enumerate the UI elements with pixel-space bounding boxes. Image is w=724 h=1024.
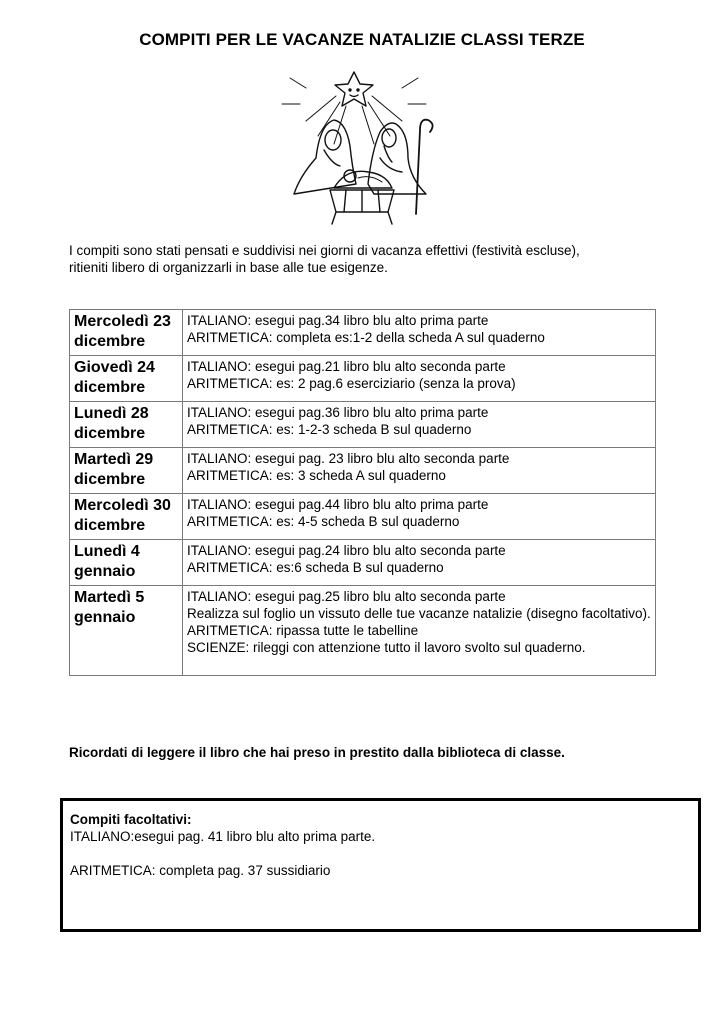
task-item: ARITMETICA: completa es:1-2 della scheda A sul quaderno	[187, 330, 545, 345]
task-item: ITALIANO: esegui pag.44 libro blu alto prima parte	[187, 497, 489, 512]
schedule-table	[69, 309, 656, 676]
table-row	[70, 448, 656, 494]
task-item: ARITMETICA: es:6 scheda B sul quaderno	[187, 560, 444, 575]
day-cell	[70, 448, 183, 494]
day-label: Giovedì 24	[74, 359, 155, 376]
table-row	[70, 494, 656, 540]
nativity-illustration	[276, 66, 446, 228]
task-item: Realizza sul foglio un vissuto delle tue vacanze natalizie (disegno facoltativo).	[187, 606, 651, 621]
star-icon	[335, 72, 373, 106]
day-label: Martedì 5	[74, 589, 145, 606]
day-label: Lunedì 4	[74, 543, 140, 560]
day-cell	[70, 310, 183, 356]
day-label: dicembre	[74, 379, 146, 396]
table-row	[70, 402, 656, 448]
day-cell	[70, 586, 183, 676]
table-row	[70, 310, 656, 356]
task-item: SCIENZE: rileggi con attenzione tutto il lavoro svolto sul quaderno.	[187, 640, 586, 655]
day-cell	[70, 494, 183, 540]
day-label: dicembre	[74, 425, 146, 442]
day-label: Mercoledì 23	[74, 313, 171, 330]
day-label: Lunedì 28	[74, 405, 149, 422]
day-label: Martedì 29	[74, 451, 154, 468]
tasks-cell	[183, 448, 656, 494]
task-item: ITALIANO: esegui pag.36 libro blu alto prima parte	[187, 405, 489, 420]
tasks-cell	[183, 310, 656, 356]
day-cell	[70, 402, 183, 448]
day-label: Mercoledì 30	[74, 497, 171, 514]
task-item: ITALIANO: esegui pag.34 libro blu alto prima parte	[187, 313, 489, 328]
tasks-cell	[183, 540, 656, 586]
task-item: ARITMETICA: ripassa tutte le tabelline	[187, 623, 419, 638]
tasks-cell	[183, 586, 656, 676]
day-label: dicembre	[74, 333, 146, 350]
table-row	[70, 586, 656, 676]
tasks-cell	[183, 494, 656, 540]
task-item: ARITMETICA: es: 2 pag.6 eserciziario (senza la prova)	[187, 376, 516, 391]
day-label: gennaio	[74, 609, 136, 626]
intro-text	[69, 242, 669, 276]
tasks-cell	[183, 356, 656, 402]
page-title: COMPITI PER LE VACANZE NATALIZIE CLASSI TERZE	[139, 30, 585, 49]
day-label: dicembre	[74, 471, 146, 488]
intro-line-2: ritieniti libero di organizzarli in base alle tue esigenze.	[69, 260, 388, 275]
tasks-cell	[183, 402, 656, 448]
day-cell	[70, 356, 183, 402]
day-label: dicembre	[74, 517, 146, 534]
task-item: ITALIANO: esegui pag.21 libro blu alto seconda parte	[187, 359, 506, 374]
optional-homework-title: Compiti facoltativi:	[70, 812, 192, 827]
table-row	[70, 356, 656, 402]
optional-homework-box	[60, 798, 701, 932]
task-item: ITALIANO: esegui pag.25 libro blu alto seconda parte	[187, 589, 506, 604]
optional-aritmetica: ARITMETICA: completa pag. 37 sussidiario	[70, 863, 331, 878]
day-cell	[70, 540, 183, 586]
task-item: ITALIANO: esegui pag. 23 libro blu alto seconda parte	[187, 451, 510, 466]
reminder-text: Ricordati di leggere il libro che hai preso in prestito dalla biblioteca di classe.	[69, 745, 565, 760]
task-item: ARITMETICA: es: 1-2-3 scheda B sul quaderno	[187, 422, 472, 437]
day-label: gennaio	[74, 563, 136, 580]
task-item: ARITMETICA: es: 3 scheda A sul quaderno	[187, 468, 446, 483]
table-row	[70, 540, 656, 586]
task-item: ITALIANO: esegui pag.24 libro blu alto seconda parte	[187, 543, 506, 558]
intro-line-1: I compiti sono stati pensati e suddivisi nei giorni di vacanza effettivi (festività escluse),	[69, 243, 580, 258]
optional-italiano: ITALIANO:esegui pag. 41 libro blu alto prima parte.	[70, 829, 376, 844]
task-item: ARITMETICA: es: 4-5 scheda B sul quaderno	[187, 514, 460, 529]
